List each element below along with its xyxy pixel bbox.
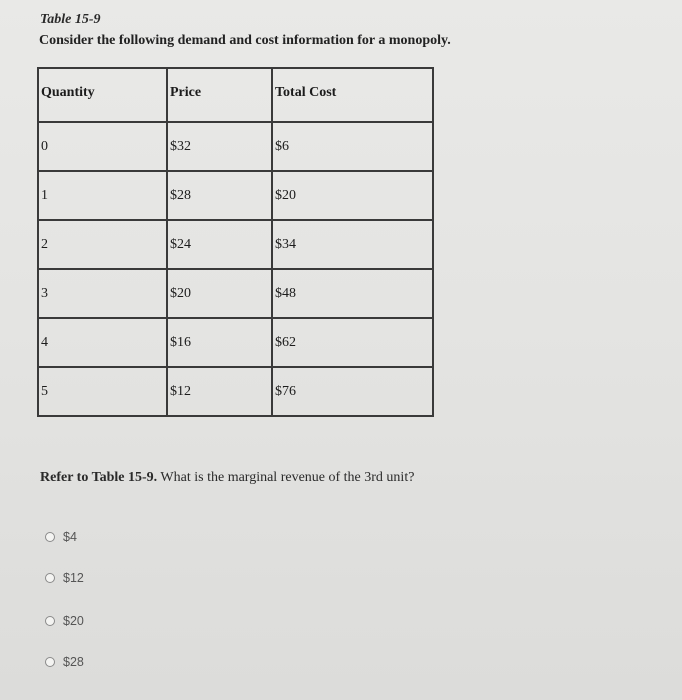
quantity-cell bbox=[38, 318, 167, 367]
table-row bbox=[38, 122, 433, 171]
column-header-price bbox=[167, 68, 272, 122]
cell-value: $20 bbox=[170, 286, 191, 301]
table-header-row bbox=[38, 68, 433, 122]
answer-option-1[interactable] bbox=[45, 530, 77, 544]
table-row bbox=[38, 269, 433, 318]
cell-value: 1 bbox=[41, 188, 48, 203]
cell-value: $20 bbox=[275, 188, 296, 203]
cell-value: 3 bbox=[41, 286, 48, 301]
cell-value: $12 bbox=[170, 384, 191, 399]
cell-value: $24 bbox=[170, 237, 191, 252]
radio-button-icon[interactable] bbox=[45, 657, 55, 667]
demand-cost-table bbox=[37, 67, 434, 417]
total-cost-cell bbox=[272, 171, 433, 220]
total-cost-cell bbox=[272, 269, 433, 318]
table-row bbox=[38, 171, 433, 220]
answer-option-2[interactable] bbox=[45, 571, 84, 585]
table-row bbox=[38, 367, 433, 416]
cell-value: 5 bbox=[41, 384, 48, 399]
cell-value: $34 bbox=[275, 237, 296, 252]
column-header-label: Total Cost bbox=[275, 85, 337, 100]
total-cost-cell bbox=[272, 122, 433, 171]
quantity-cell bbox=[38, 367, 167, 416]
answer-option-label: $28 bbox=[63, 655, 84, 669]
table-row bbox=[38, 318, 433, 367]
table-row bbox=[38, 220, 433, 269]
answer-option-label: $20 bbox=[63, 614, 84, 628]
cell-value: 4 bbox=[41, 335, 48, 350]
price-cell bbox=[167, 220, 272, 269]
price-cell bbox=[167, 318, 272, 367]
cell-value: $28 bbox=[170, 188, 191, 203]
column-header-label: Quantity bbox=[41, 85, 95, 100]
cell-value: $32 bbox=[170, 139, 191, 154]
quantity-cell bbox=[38, 171, 167, 220]
column-header-total-cost bbox=[272, 68, 433, 122]
table-title: Table 15-9 bbox=[40, 12, 101, 27]
cell-value: $16 bbox=[170, 335, 191, 350]
quantity-cell bbox=[38, 269, 167, 318]
cell-value: $48 bbox=[275, 286, 296, 301]
answer-option-4[interactable] bbox=[45, 655, 84, 669]
price-cell bbox=[167, 171, 272, 220]
total-cost-cell bbox=[272, 318, 433, 367]
cell-value: $76 bbox=[275, 384, 296, 399]
answer-option-label: $4 bbox=[63, 530, 77, 544]
intro-text: Consider the following demand and cost information for a monopoly. bbox=[39, 33, 451, 48]
quantity-cell bbox=[38, 220, 167, 269]
radio-button-icon[interactable] bbox=[45, 616, 55, 626]
price-cell bbox=[167, 367, 272, 416]
answer-option-label: $12 bbox=[63, 571, 84, 585]
column-header-label: Price bbox=[170, 85, 202, 100]
cell-value: $6 bbox=[275, 139, 289, 154]
price-cell bbox=[167, 269, 272, 318]
cell-value: 0 bbox=[41, 139, 48, 154]
radio-button-icon[interactable] bbox=[45, 532, 55, 542]
total-cost-cell bbox=[272, 220, 433, 269]
quantity-cell bbox=[38, 122, 167, 171]
cell-value: $62 bbox=[275, 335, 296, 350]
radio-button-icon[interactable] bbox=[45, 573, 55, 583]
total-cost-cell bbox=[272, 367, 433, 416]
price-cell bbox=[167, 122, 272, 171]
question-reference: Refer to Table 15-9. bbox=[40, 470, 158, 485]
cell-value: 2 bbox=[41, 237, 48, 252]
question-text bbox=[40, 470, 414, 486]
column-header-quantity bbox=[38, 68, 167, 122]
question-body: What is the marginal revenue of the 3rd unit? bbox=[157, 470, 415, 485]
answer-option-3[interactable] bbox=[45, 614, 84, 628]
